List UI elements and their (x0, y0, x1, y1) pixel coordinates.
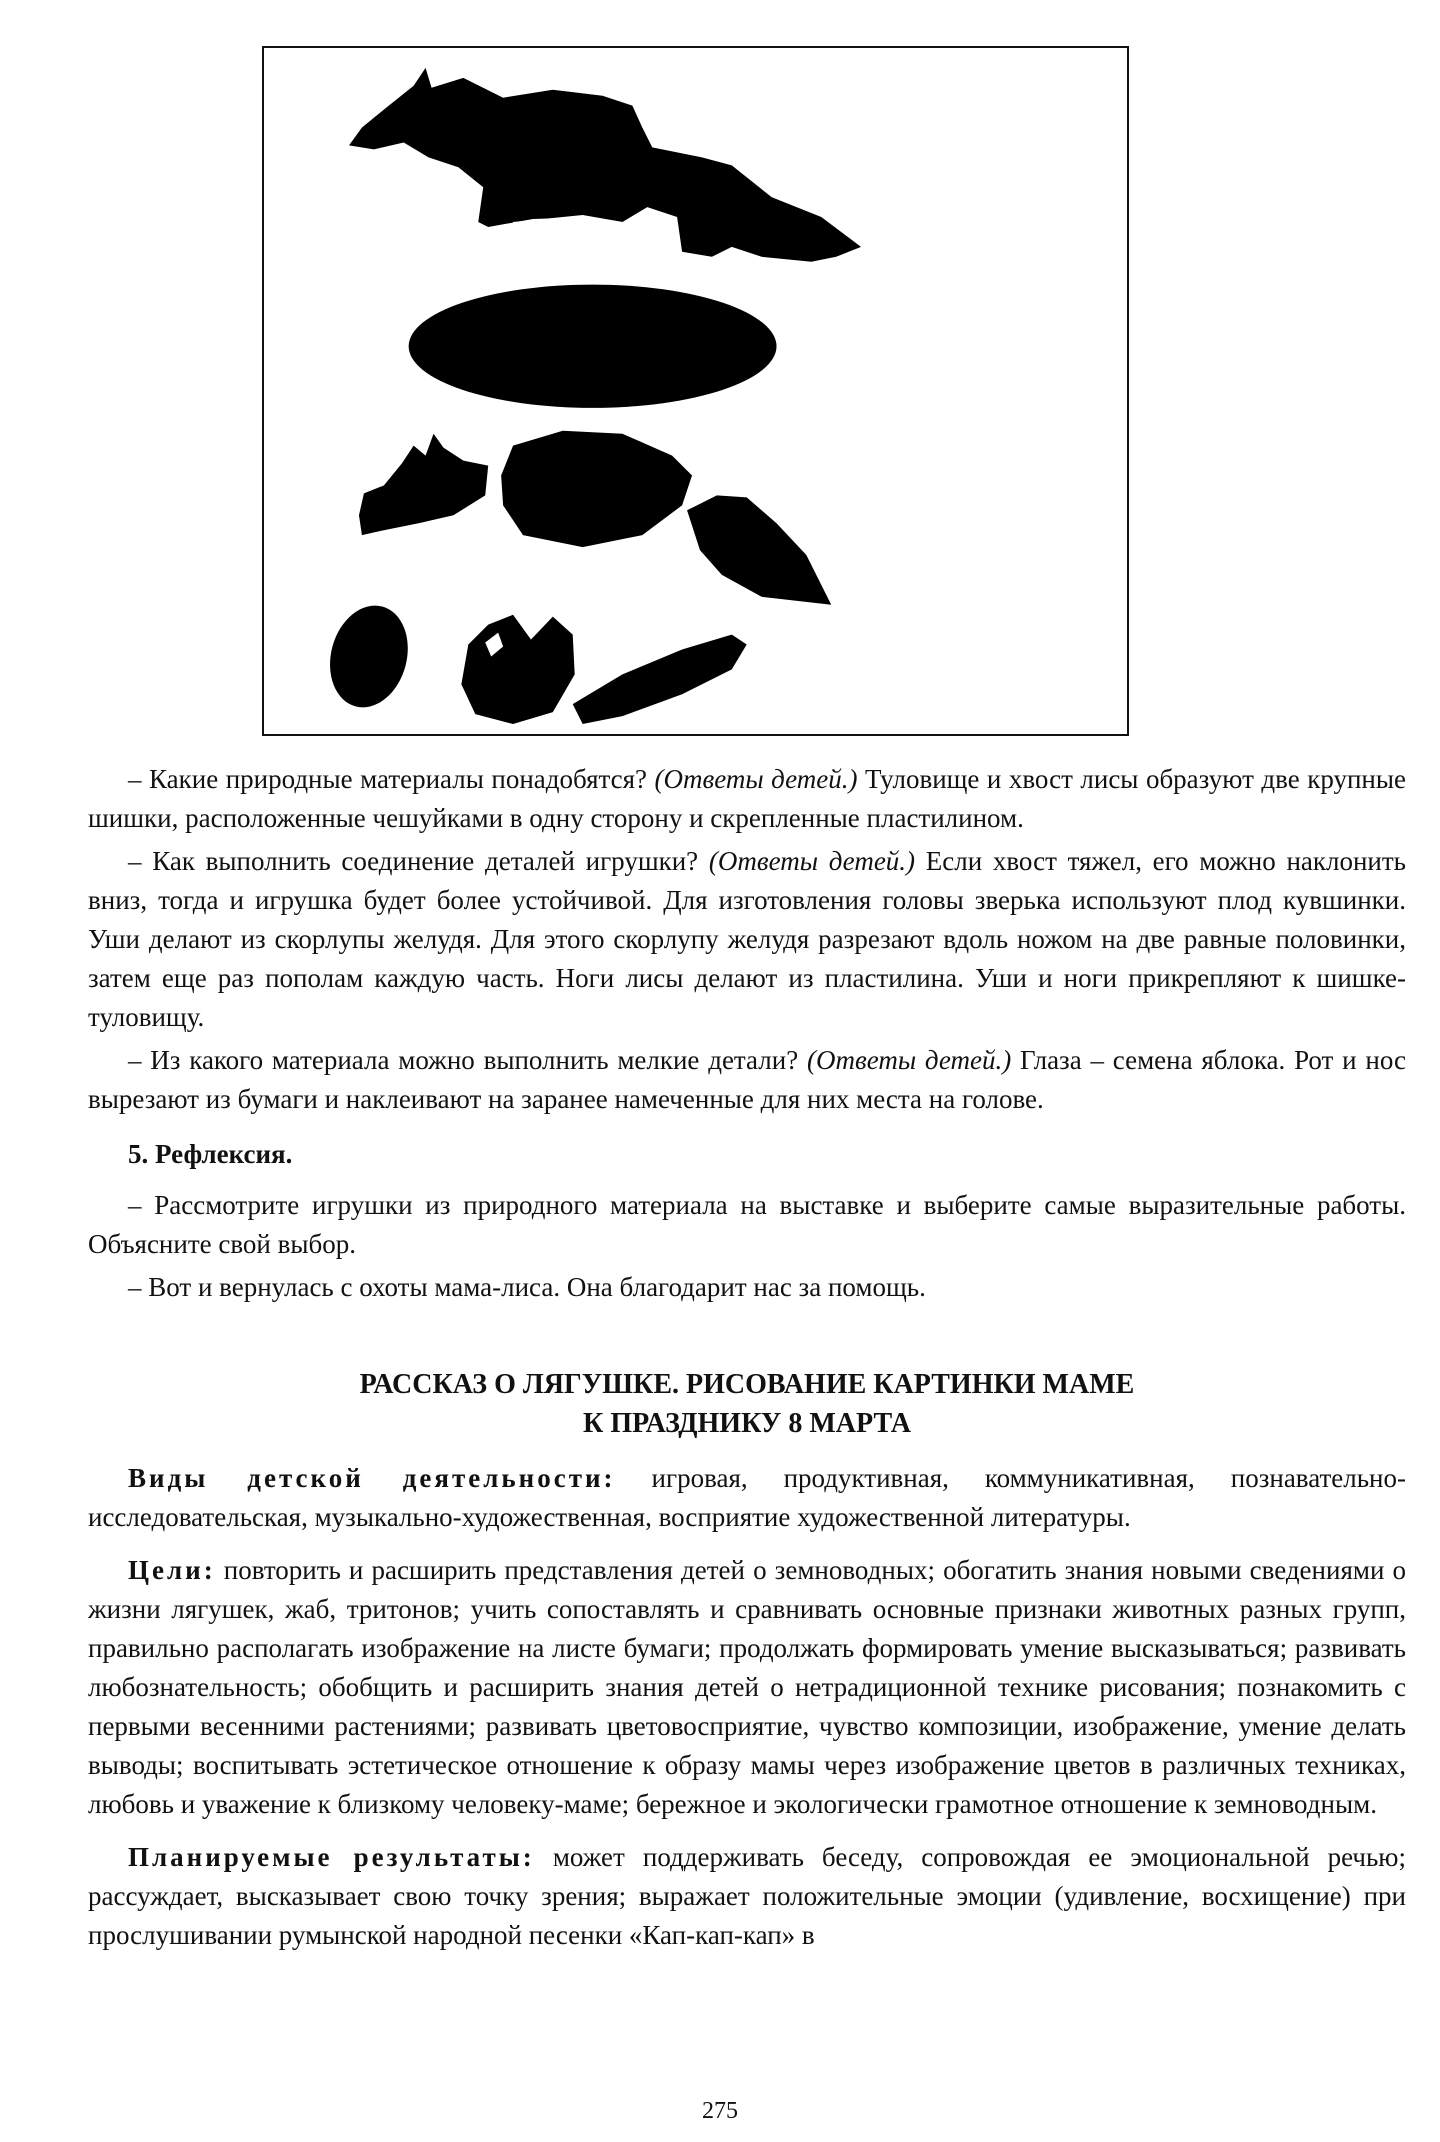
fox-silhouette-icon (264, 48, 1127, 734)
section-title (88, 1365, 1406, 1443)
page-text (88, 760, 1406, 1955)
fox-head-shape (359, 434, 488, 535)
reflection-line: – Рассмотрите игрушки из природного материала на выставке и выберите самые выразительные работы. Объясните свой выбор. (88, 1190, 1406, 1259)
paragraph-details: – Из какого материала можно выполнить мелкие детали? (Ответы детей.) Глаза – семена яблока. Рот и нос вырезают из бумаги и наклеивают на заранее намеченные для них места на голове. (88, 1045, 1406, 1114)
results-label: Планируемые результаты: (128, 1842, 535, 1872)
section-title-line: РАССКАЗ О ЛЯГУШКЕ. РИСОВАНИЕ КАРТИНКИ МАМЕ (359, 1369, 1135, 1400)
seed-shape (319, 597, 419, 716)
stand-shape (409, 285, 777, 408)
reflection-heading: 5. Рефлексия. (128, 1139, 293, 1169)
cone-body-shape (501, 431, 692, 547)
activities-paragraph: Виды детской деятельности: игровая, продуктивная, коммуникативная, познавательно-исследовательская, музыкально-художественная, восприятие художественной литературы. (88, 1463, 1406, 1532)
results-paragraph: Планируемые результаты: может поддерживать беседу, сопровождая ее эмоциональной речью; рассуждает, высказывает свою точку зрения; выражает положительные эмоции (удивление, восхищение) при прослушивании румынской народной песенки «Кап-кап-кап» в (88, 1842, 1406, 1950)
stick-shape (573, 635, 747, 724)
paragraph-materials: – Какие природные материалы понадобятся? (Ответы детей.) Туловище и хвост лисы образуют две крупные шишки, расположенные чешуйками в одну сторону и скрепленные пластилином. (88, 764, 1406, 833)
goals-paragraph: Цели: повторить и расширить представления детей о земноводных; обогатить знания новыми сведениями о жизни лягушек, жаб, тритонов; учить сопоставлять и сравнивать основные признаки животных разных групп, правильно располагать изображение на листе бумаги; продолжать формировать умение высказываться; развивать любознательность; обобщить и расширить знания детей о нетрадиционной технике рисования; познакомить с первыми весенними растениями; развивать цветовосприятие, чувство композиции, изображение, умение делать выводы; воспитывать эстетическое отношение к образу мамы через изображение цветов в различных техниках, любовь и уважение к близкому человеку-маме; бережное и экологически грамотное отношение к земноводным. (88, 1555, 1406, 1819)
page-number: 275 (702, 2098, 738, 2124)
reflection-line: – Вот и вернулась с охоты мама-лиса. Она благодарит нас за помощь. (128, 1272, 926, 1302)
acorn-shape (461, 615, 574, 724)
section-title-line: К ПРАЗДНИКУ 8 МАРТА (583, 1408, 911, 1439)
goals-label: Цели: (128, 1555, 216, 1585)
fox-craft-figure (262, 46, 1129, 736)
activities-label: Виды детской деятельности: (128, 1463, 616, 1493)
paragraph-assembly: – Как выполнить соединение деталей игрушки? (Ответы детей.) Если хвост тяжел, его можно наклонить вниз, тогда и игрушка будет более устойчивой. Для изготовления головы зверька используют плод кувшинки. Уши делают из скорлупы желудя. Для этого скорлупу желудя разрезают вдоль ножом на две равные половинки, затем еще раз пополам каждую часть. Ноги лисы делают из пластилина. Уши и ноги прикрепляют к шишке-туловищу. (88, 846, 1406, 1032)
cone-tail-shape (687, 495, 831, 604)
